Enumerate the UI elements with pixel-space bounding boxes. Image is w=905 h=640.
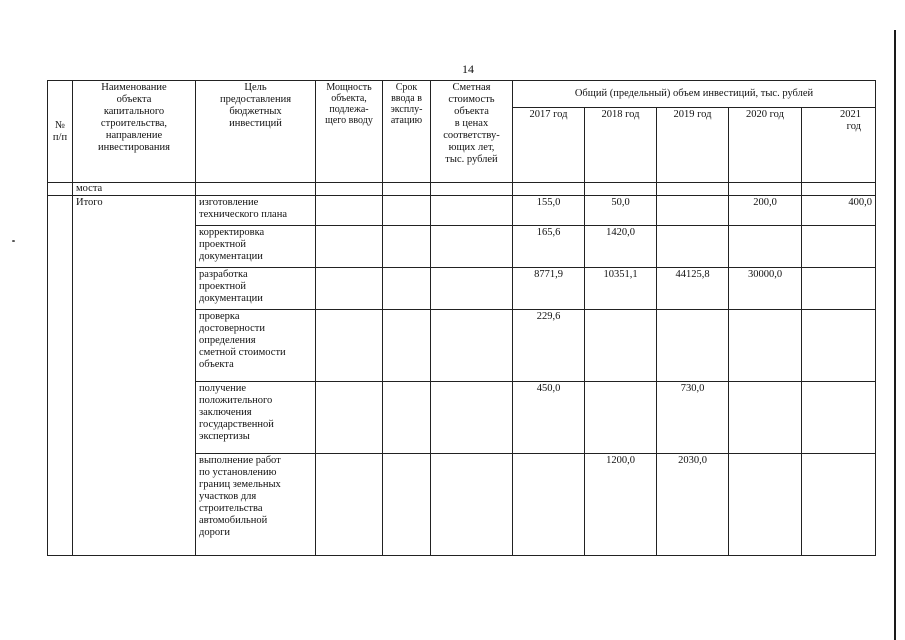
- header-estimated-cost: Сметная стоимость объекта в ценах соответству- ющих лет, тыс. рублей: [431, 81, 513, 183]
- header-object-name: Наименование объекта капитального строительства, направление инвестирования: [73, 81, 196, 183]
- value-cell: [802, 226, 876, 268]
- header-capacity: Мощность объекта, подлежа- щего вводу: [316, 81, 383, 183]
- value-cell: 155,0: [513, 196, 585, 226]
- goal-cell: выполнение работ по установлению границ земельных участков для строительства автомобильной дороги: [196, 454, 316, 556]
- header-year-2021: 2021 год: [802, 108, 876, 183]
- goal-cell: проверка достоверности определения сметной стоимости объекта: [196, 310, 316, 382]
- scan-speck: [12, 240, 15, 242]
- value-cell: [729, 310, 802, 382]
- empty-cell: [431, 226, 513, 268]
- number-cell: [48, 196, 73, 556]
- empty-cell: [383, 226, 431, 268]
- total-label: Итого: [73, 196, 196, 556]
- empty-cell: [431, 268, 513, 310]
- empty-cell: [431, 454, 513, 556]
- value-cell: [657, 196, 729, 226]
- value-cell: 1200,0: [585, 454, 657, 556]
- empty-cell: [431, 382, 513, 454]
- empty-cell: [316, 310, 383, 382]
- value-cell: 2030,0: [657, 454, 729, 556]
- value-cell: 450,0: [513, 382, 585, 454]
- scan-edge-line: [894, 30, 896, 640]
- empty-cell: [316, 268, 383, 310]
- value-cell: 200,0: [729, 196, 802, 226]
- value-cell: [729, 226, 802, 268]
- empty-cell: [383, 310, 431, 382]
- value-cell: 8771,9: [513, 268, 585, 310]
- value-cell: [657, 226, 729, 268]
- value-cell: 400,0: [802, 196, 876, 226]
- value-cell: 44125,8: [657, 268, 729, 310]
- header-year-2019: 2019 год: [657, 108, 729, 183]
- value-cell: 1420,0: [585, 226, 657, 268]
- header-commissioning-term: Срок ввода в эксплу- атацию: [383, 81, 431, 183]
- value-cell: 50,0: [585, 196, 657, 226]
- empty-cell: [316, 196, 383, 226]
- goal-cell: разработка проектной документации: [196, 268, 316, 310]
- goal-cell: изготовление технического плана: [196, 196, 316, 226]
- value-cell: [513, 454, 585, 556]
- investment-table: [47, 80, 876, 556]
- value-cell: [585, 310, 657, 382]
- value-cell: [657, 310, 729, 382]
- value-cell: [802, 382, 876, 454]
- value-cell: [585, 382, 657, 454]
- header-investment-goal: Цель предоставления бюджетных инвестиций: [196, 81, 316, 183]
- value-cell: [802, 454, 876, 556]
- page-number: 14: [462, 62, 474, 76]
- header-year-2017: 2017 год: [513, 108, 585, 183]
- header-year-2020: 2020 год: [729, 108, 802, 183]
- value-cell: 30000,0: [729, 268, 802, 310]
- empty-cell: [316, 226, 383, 268]
- empty-cell: [383, 382, 431, 454]
- value-cell: [729, 454, 802, 556]
- empty-cell: [383, 454, 431, 556]
- value-cell: [729, 382, 802, 454]
- empty-cell: [316, 454, 383, 556]
- continuation-row: [48, 183, 876, 196]
- empty-cell: [316, 382, 383, 454]
- goal-cell: корректировка проектной документации: [196, 226, 316, 268]
- empty-cell: [431, 310, 513, 382]
- continuation-text: моста: [73, 183, 196, 196]
- empty-cell: [431, 196, 513, 226]
- value-cell: 165,6: [513, 226, 585, 268]
- header-total-investment: Общий (предельный) объем инвестиций, тыс. рублей: [513, 81, 876, 108]
- value-cell: 229,6: [513, 310, 585, 382]
- value-cell: [802, 268, 876, 310]
- header-number: № п/п: [48, 81, 73, 183]
- value-cell: 10351,1: [585, 268, 657, 310]
- table-row: [48, 196, 876, 226]
- value-cell: 730,0: [657, 382, 729, 454]
- empty-cell: [383, 268, 431, 310]
- goal-cell: получение положительного заключения государственной экспертизы: [196, 382, 316, 454]
- value-cell: [802, 310, 876, 382]
- empty-cell: [383, 196, 431, 226]
- header-year-2018: 2018 год: [585, 108, 657, 183]
